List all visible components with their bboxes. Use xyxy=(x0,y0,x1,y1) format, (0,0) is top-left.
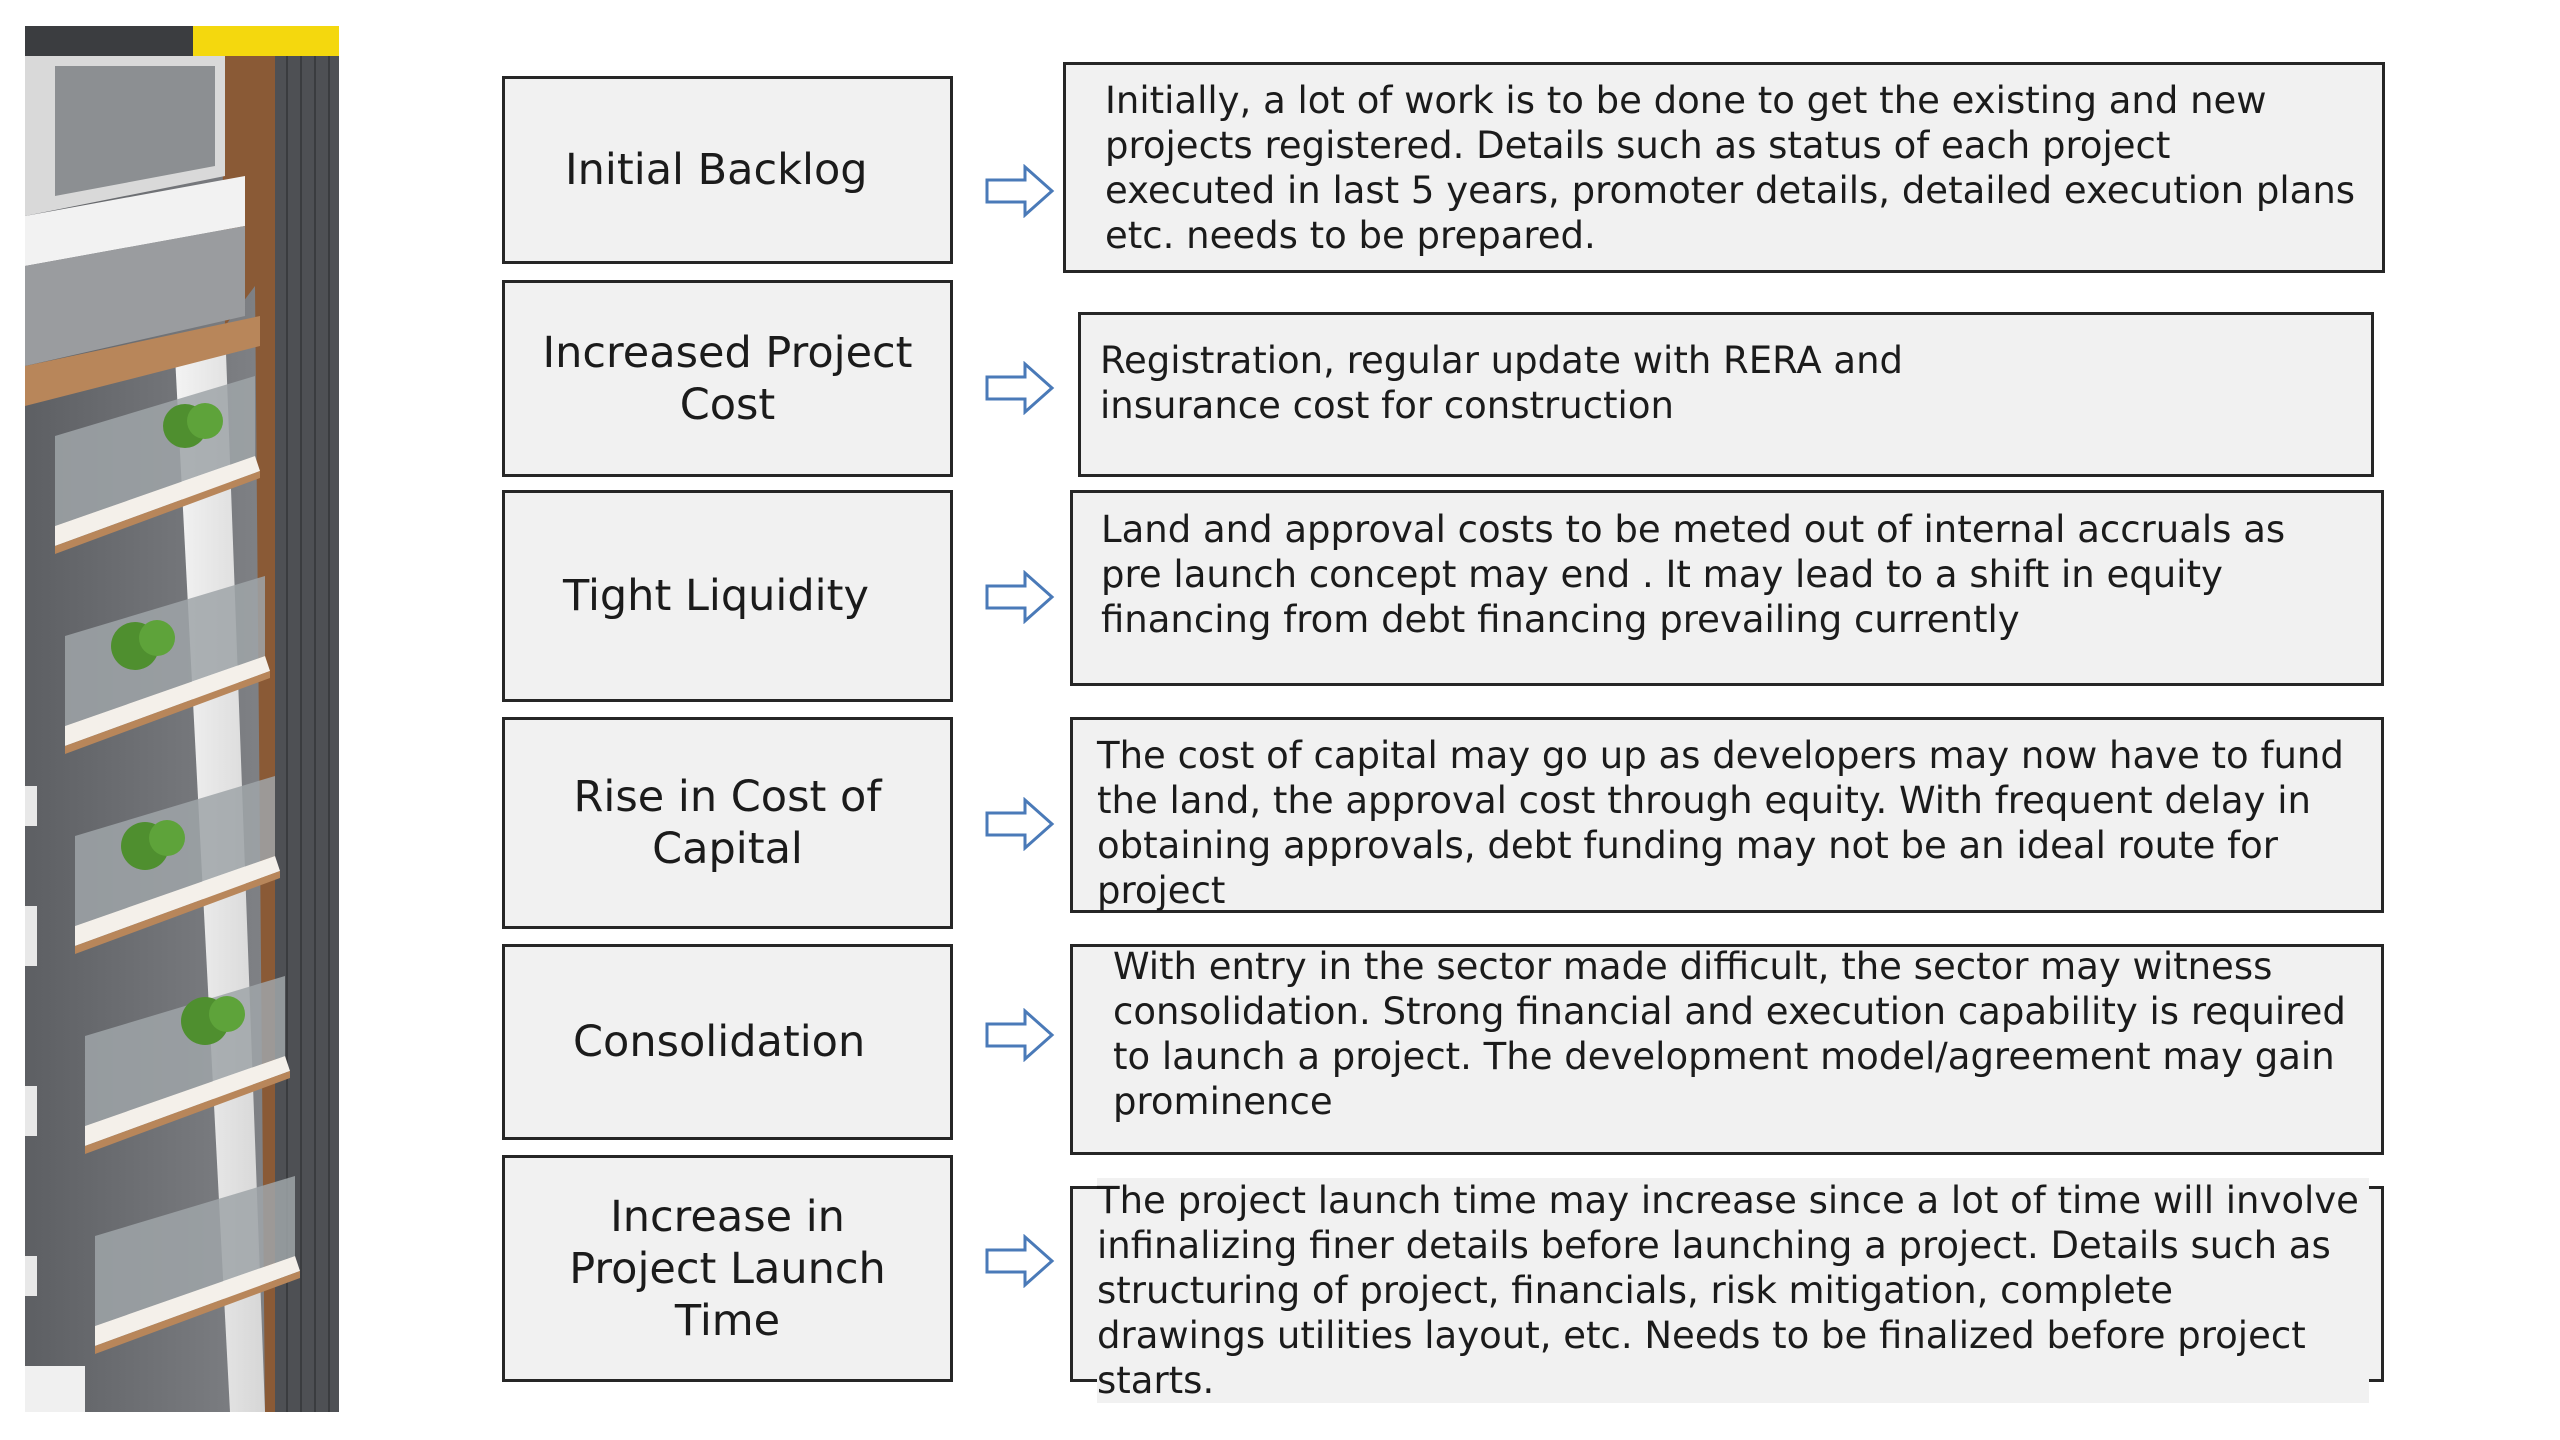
label-box-consolidation xyxy=(502,944,953,1140)
label-box-tight-liquidity xyxy=(502,490,953,702)
arrow-right-icon xyxy=(985,164,1055,218)
description-text: Land and approval costs to be meted out of internal accruals as pre launch concept may end . It may lead to a shift in equity financing from debt financing prevailing currently xyxy=(1101,508,2286,641)
label-text: Rise in Cost of Capital xyxy=(573,772,882,874)
description-text: With entry in the sector made difficult, the sector may witness consolidation. Strong financial and execution capability is required to launch a project. The development model/agreement may gain prominence xyxy=(1113,945,2346,1123)
description-text: The project launch time may increase since a lot of time will involve infinalizing finer details before launching a project. Details such as structuring of project, financials, risk mitigation, complete drawings utilities layout, etc. Needs to be finalized before project starts. xyxy=(1097,1178,2369,1403)
arrow-right-icon xyxy=(985,570,1055,624)
label-text: Tight Liquidity xyxy=(563,571,869,621)
label-text: Consolidation xyxy=(573,1017,866,1067)
label-text: Increase in Project Launch Time xyxy=(569,1191,886,1346)
building-facade-photo xyxy=(25,26,339,1412)
description-text: Registration, regular update with RERA and insurance cost for construction xyxy=(1100,339,1904,427)
label-box-increase-in-project-launch-time xyxy=(502,1155,953,1382)
label-text: Increased Project Cost xyxy=(542,327,913,430)
arrow-right-icon xyxy=(985,361,1055,415)
label-box-initial-backlog xyxy=(502,76,953,264)
label-box-increased-project-cost xyxy=(502,280,953,477)
arrow-right-icon xyxy=(985,797,1055,851)
arrow-right-icon xyxy=(985,1008,1055,1062)
label-box-rise-in-cost-of-capital xyxy=(502,717,953,929)
arrow-right-icon xyxy=(985,1234,1055,1288)
description-text: Initially, a lot of work is to be done to get the existing and new projects registered. Details such as status of each project executed in last 5 years, promoter details, detailed execution plans etc. needs to be prepared. xyxy=(1105,79,2356,257)
description-text: The cost of capital may go up as developers may now have to fund the land, the approval cost through equity. With frequent delay in obtaining approvals, debt funding may not be an ideal route for project xyxy=(1097,734,2344,912)
label-text: Initial Backlog xyxy=(565,145,868,195)
